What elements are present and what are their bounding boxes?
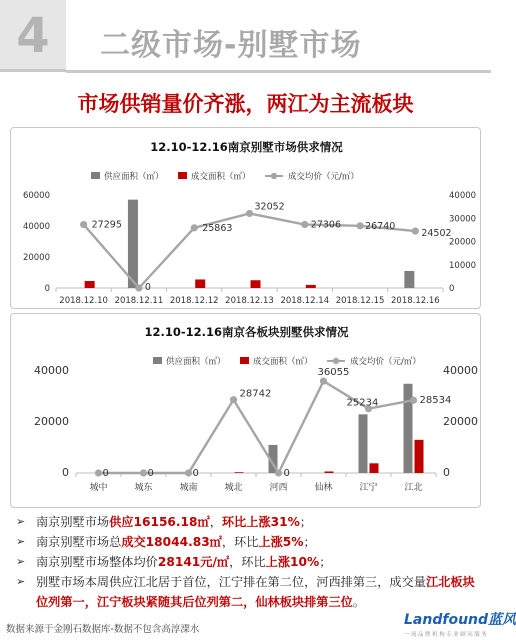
highlight-text: 上涨5%: [258, 535, 304, 549]
deal-bar: [370, 463, 379, 473]
bullet-arrow-icon: ➢: [16, 535, 26, 548]
y-right-tick-label: 10000: [449, 260, 477, 271]
x-tick-label: 江宁: [359, 483, 378, 493]
legend-label: 成交均价（元/㎡）: [350, 357, 421, 367]
legend-swatch: [178, 172, 187, 179]
x-tick-label: 2018.12.16: [391, 296, 440, 306]
price-point: [410, 397, 417, 404]
summary-bullet: [14, 512, 484, 532]
y-left-tick-label: 20000: [22, 253, 50, 263]
price-data-label: 0: [283, 468, 290, 479]
price-point: [301, 221, 308, 228]
highlight-text: 成交18044.83㎡: [121, 535, 222, 549]
price-point: [246, 210, 253, 217]
price-data-label: 0: [102, 468, 109, 479]
section-number: 4: [16, 8, 50, 64]
x-tick-label: 2018.12.11: [114, 296, 164, 306]
section-title: 二级市场-别墅市场: [100, 28, 362, 63]
deal-bar: [195, 279, 205, 288]
x-tick-label: 城北: [224, 483, 243, 493]
price-data-label: 24502: [421, 228, 452, 240]
summary-bullet: [14, 552, 484, 572]
x-tick-label: 城南: [179, 483, 198, 493]
highlight-text: 江北板块位列第一，江宁板块紧随其后位列第二，仙林板块排第三位: [36, 575, 475, 609]
highlight-text: 28141元/㎡: [157, 555, 230, 569]
district-chart-svg: [11, 314, 482, 509]
deal-bar: [306, 285, 316, 288]
price-data-label: 0: [147, 468, 154, 479]
legend-label: 成交均价（元/㎡）: [288, 172, 359, 182]
source-note: 数据来源于金刚石数据库-数据不包含高淳溧水: [6, 624, 200, 635]
bullet-text: 南京别墅市场总: [36, 535, 122, 549]
legend-swatch: [91, 172, 100, 179]
legend-swatch: [153, 357, 162, 364]
district-supply-demand-chart: [10, 313, 481, 508]
x-tick-label: 2018.12.15: [335, 296, 385, 306]
bullet-text: ；: [303, 535, 316, 549]
price-point: [140, 469, 147, 476]
supply-bar: [404, 271, 414, 288]
price-data-label: 27306: [310, 219, 342, 231]
highlight-text: 供应16156.18㎡: [109, 515, 210, 529]
legend-dot-marker: [333, 358, 339, 364]
price-point: [275, 469, 282, 476]
price-point: [230, 396, 237, 403]
x-tick-label: 仙林: [314, 483, 333, 493]
x-tick-label: 城中: [89, 483, 108, 493]
y-right-tick-label: 0: [449, 284, 455, 294]
bullet-text: 南京别墅市场: [36, 515, 110, 529]
headline: 市场供销量价齐涨，两江为主流板块: [77, 92, 414, 116]
price-point: [95, 469, 102, 476]
price-point: [135, 284, 142, 291]
price-data-label: 26740: [365, 220, 396, 232]
legend-label: 供应面积（㎡）: [166, 357, 226, 367]
legend-label: 成交面积（㎡）: [253, 357, 313, 367]
y-right-tick-label: 40000: [449, 191, 477, 201]
y-left-tick-label: 0: [62, 466, 69, 479]
deal-bar: [235, 472, 244, 473]
bullet-text: 。: [352, 595, 366, 609]
x-tick-label: 江北: [404, 483, 423, 493]
legend-label: 供应面积（㎡）: [104, 172, 164, 182]
x-tick-label: 城东: [134, 483, 153, 493]
deal-bar: [415, 440, 424, 473]
y-right-tick-label: 40000: [443, 364, 478, 377]
price-point: [185, 469, 192, 476]
summary-bullet: [14, 532, 484, 552]
bullet-text: 南京别墅市场整体均价: [36, 555, 158, 569]
bullet-text: ；: [299, 515, 312, 529]
legend-dot-marker: [271, 173, 277, 179]
price-data-label: 28742: [239, 388, 272, 400]
y-right-tick-label: 0: [443, 466, 450, 479]
price-point: [80, 221, 87, 228]
y-right-tick-label: 20000: [449, 237, 477, 248]
y-left-tick-label: 20000: [34, 415, 69, 428]
price-data-label: 32052: [254, 201, 285, 213]
price-data-label: 0: [144, 282, 151, 293]
y-right-tick-label: 20000: [443, 415, 478, 428]
price-point: [320, 377, 327, 384]
deal-bar: [325, 471, 334, 473]
x-tick-label: 2018.12.12: [169, 296, 219, 306]
x-tick-label: 河西: [269, 483, 288, 493]
x-tick-label: 2018.12.14: [280, 296, 330, 306]
x-tick-label: 2018.12.13: [225, 296, 274, 306]
bullet-text: ，环比: [229, 555, 266, 569]
y-left-tick-label: 40000: [22, 222, 50, 232]
bullet-arrow-icon: ➢: [16, 575, 26, 588]
price-data-label: 25863: [202, 222, 233, 234]
chart-title: 12.10-12.16南京别墅市场供求情况: [150, 140, 343, 154]
legend-label: 成交面积（㎡）: [191, 172, 251, 182]
supply-bar: [128, 200, 138, 288]
header-divider: [66, 70, 491, 73]
x-tick-label: 2018.12.10: [59, 296, 108, 306]
bullet-text: ；: [319, 555, 332, 569]
price-data-label: 36055: [317, 367, 350, 379]
logo-brand: Landfound蓝风: [404, 612, 516, 628]
y-right-tick-label: 30000: [449, 214, 477, 225]
weekly-supply-demand-chart: [10, 127, 481, 309]
y-left-tick-label: 60000: [22, 191, 50, 201]
legend-swatch: [240, 357, 249, 364]
highlight-text: 环比上涨31%: [221, 515, 300, 529]
highlight-text: 上涨10%: [265, 555, 320, 569]
deal-bar: [85, 281, 95, 288]
landfound-logo: [404, 609, 516, 638]
price-point: [191, 224, 198, 231]
price-data-label: 25234: [346, 397, 379, 409]
summary-bullets: [14, 512, 484, 612]
price-data-label: 28534: [419, 395, 452, 407]
supply-bar: [404, 384, 413, 473]
chart-title: 12.10-12.16南京各板块别墅供求情况: [144, 325, 349, 339]
bullet-text: ，: [209, 515, 222, 529]
bullet-arrow-icon: ➢: [16, 515, 26, 528]
supply-bar: [359, 414, 368, 473]
bullet-arrow-icon: ➢: [16, 555, 26, 568]
bullet-text: ，环比: [221, 535, 259, 549]
price-data-label: 27295: [91, 219, 122, 231]
price-point: [412, 227, 419, 234]
price-point: [356, 222, 363, 229]
section-number-box: [0, 0, 66, 72]
deal-bar: [251, 280, 261, 288]
y-left-tick-label: 0: [44, 284, 50, 294]
y-left-tick-label: 40000: [34, 364, 69, 377]
bullet-text: 别墅市场本周供应江北居于首位，江宁排在第二位，河西排第三，成交量: [36, 575, 426, 589]
summary-bullet: [14, 572, 484, 612]
logo-tagline: 一 流 品 牌 机 构 专 业 顾 问 服 务: [404, 632, 487, 638]
price-data-label: 0: [192, 468, 199, 479]
weekly-chart-svg: [11, 128, 482, 310]
